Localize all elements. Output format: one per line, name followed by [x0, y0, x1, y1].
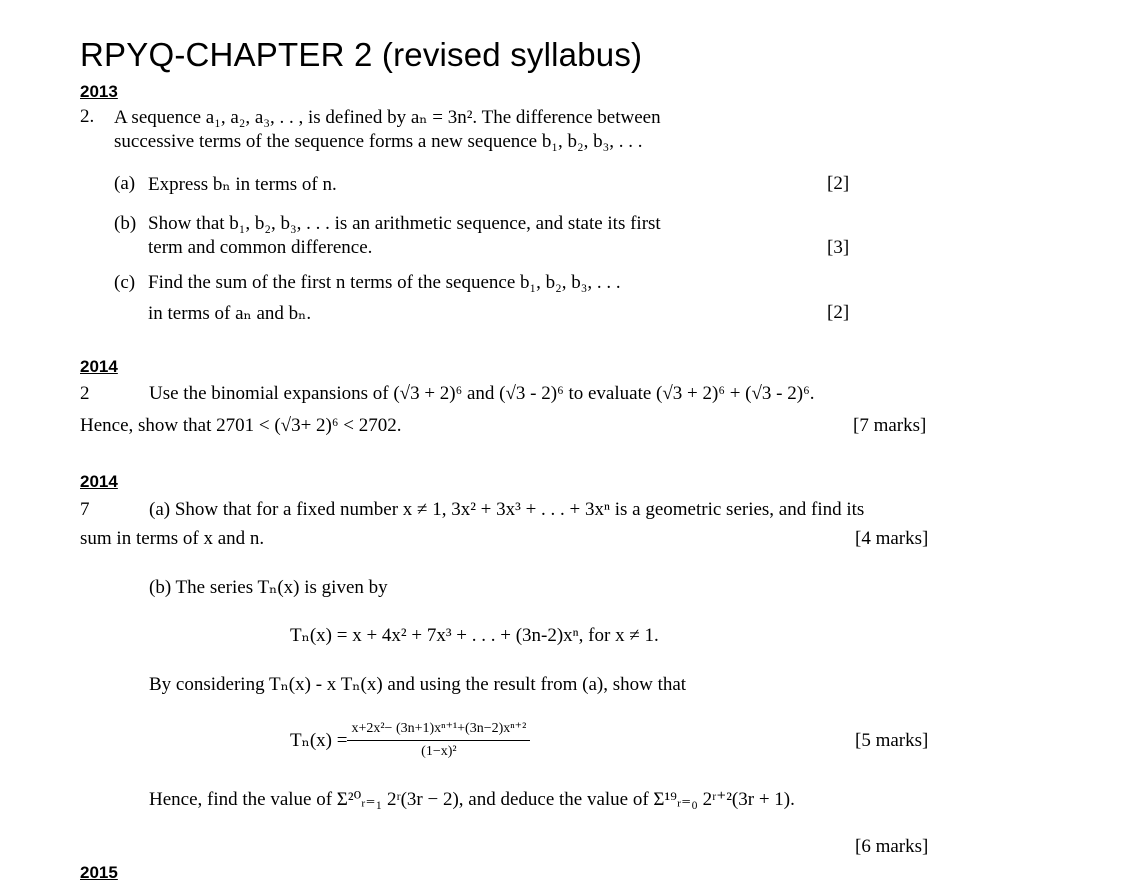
part-label-a: (a)	[114, 173, 136, 194]
part-c-text-line2: in terms of aₙ and bₙ.	[148, 303, 312, 324]
formula-lhs: Tₙ(x) =	[290, 729, 348, 751]
page-title: RPYQ-CHAPTER 2 (revised syllabus)	[80, 36, 643, 73]
part-b-intro: (b) The series Tₙ(x) is given by	[149, 577, 388, 598]
question-text-line2: Hence, show that 2701 < (√3+ 2)⁶ < 2702.	[80, 415, 402, 436]
question-number: 2.	[80, 106, 95, 127]
year-heading-2014-a: 2014	[80, 357, 118, 376]
question-number: 7	[80, 499, 90, 520]
year-heading-2014-b: 2014	[80, 472, 118, 491]
part-b-text-line2: term and common difference.	[148, 237, 373, 258]
part-c-marks: [2]	[827, 302, 850, 323]
question-stem-line1: A sequence a₁, a₂, a₃, . . , is defined by aₙ = 3n². The difference between	[114, 107, 661, 128]
question-stem-line2: successive terms of the sequence forms a new sequence b₁, b₂, b₃, . . .	[114, 131, 643, 152]
question-text-line1: Use the binomial expansions of (√3 + 2)⁶ and (√3 - 2)⁶ to evaluate (√3 + 2)⁶ + (√3 - 2)⁶.	[149, 383, 815, 404]
question-number: 2	[80, 383, 90, 404]
closed-form-formula	[290, 720, 530, 760]
hence-text: Hence, find the value of Σ²⁰ᵣ₌₁ 2ʳ(3r − 2), and deduce the value of Σ¹⁹ᵣ₌₀ 2ʳ⁺²(3r + 1).	[149, 789, 795, 810]
formula-denominator: (1−x)²	[421, 744, 457, 759]
year-heading-2015: 2015	[80, 863, 118, 882]
hence-marks: [6 marks]	[855, 836, 929, 857]
part-b-text-line1: Show that b₁, b₂, b₃, . . . is an arithmetic sequence, and state its first	[148, 213, 661, 234]
part-label-c: (c)	[114, 272, 136, 293]
year-heading-2013: 2013	[80, 82, 118, 101]
formula-numerator: x+2x²− (3n+1)xⁿ⁺¹+(3n−2)xⁿ⁺²	[347, 720, 530, 741]
formula-fraction	[347, 720, 530, 760]
part-a-marks: [2]	[827, 173, 850, 194]
series-equation: Tₙ(x) = x + 4x² + 7x³ + . . . + (3n-2)xⁿ, for x ≠ 1.	[290, 625, 659, 646]
part-b-marks: [5 marks]	[855, 730, 929, 751]
part-a-text-line2: sum in terms of x and n.	[80, 528, 265, 549]
part-c-text-line1: Find the sum of the first n terms of the sequence b₁, b₂, b₃, . . .	[148, 272, 621, 293]
part-a-text: Express bₙ in terms of n.	[148, 174, 337, 195]
part-a-text-line1: (a) Show that for a fixed number x ≠ 1, 3x² + 3x³ + . . . + 3xⁿ is a geometric series, and find its	[149, 499, 865, 520]
part-b-consider: By considering Tₙ(x) - x Tₙ(x) and using the result from (a), show that	[149, 674, 687, 695]
part-b-marks: [3]	[827, 237, 850, 258]
question-marks: [7 marks]	[853, 415, 927, 436]
part-a-marks: [4 marks]	[855, 528, 929, 549]
part-label-b: (b)	[114, 213, 137, 234]
